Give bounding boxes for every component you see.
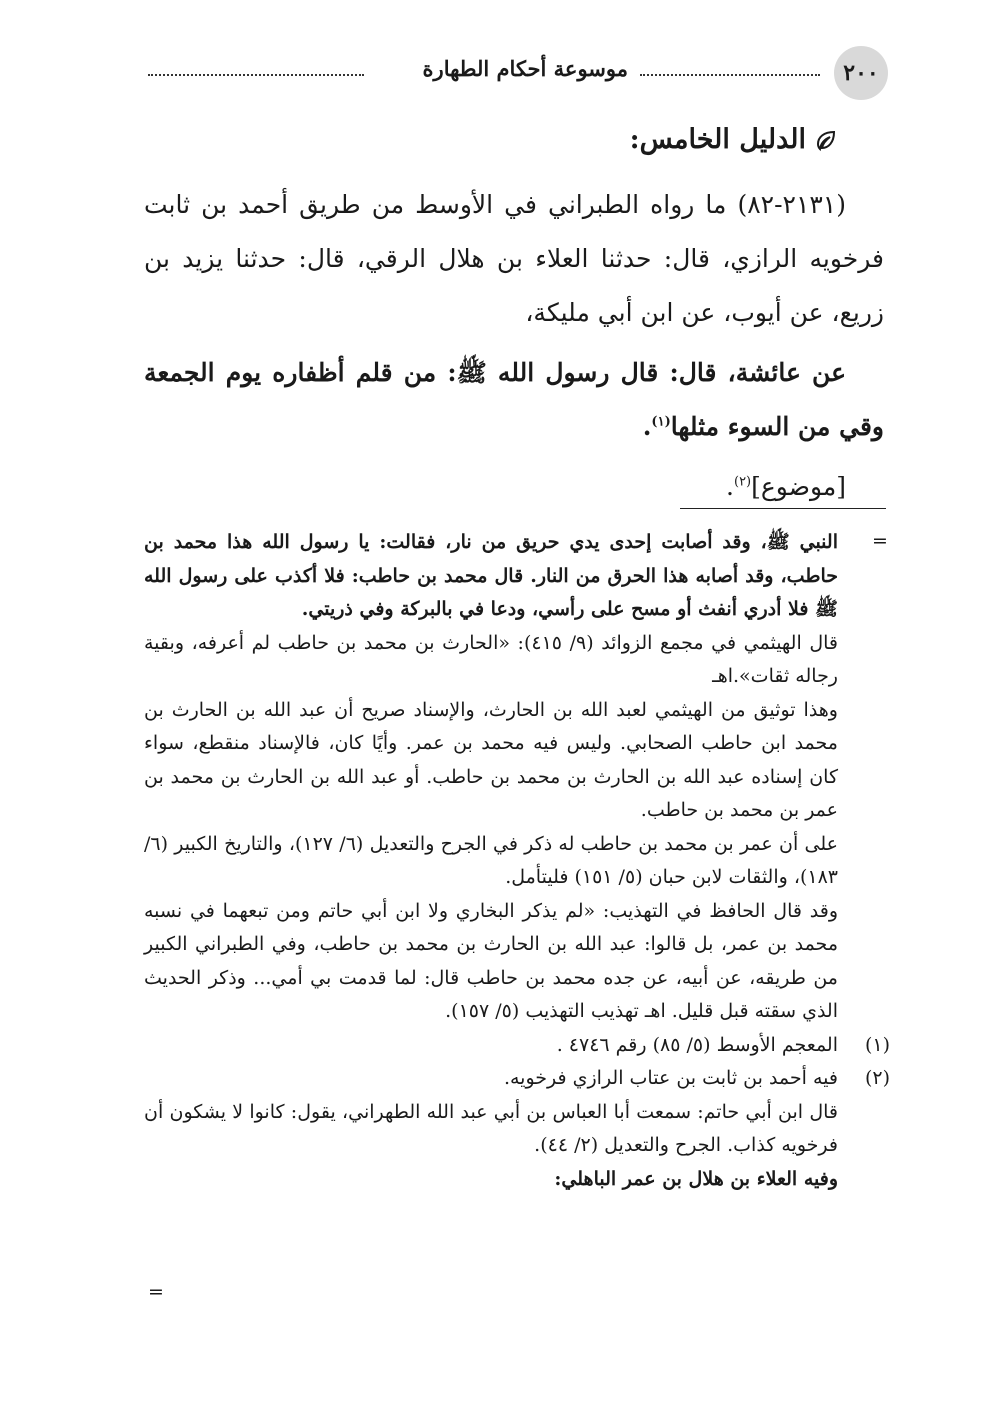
running-header-title: موسوعة أحكام الطهارة xyxy=(422,56,628,81)
footnote-separator-rule xyxy=(680,508,886,509)
section-heading-text: الدليل الخامس: xyxy=(629,124,806,155)
hadith-matn-end: . xyxy=(642,412,652,441)
verdict-end: . xyxy=(726,472,734,501)
continuation-mark-top: = xyxy=(872,530,888,552)
verdict-paragraph xyxy=(144,460,884,514)
footnote-2-text: فيه أحمد بن ثابت بن عتاب الرازي فرخويه. xyxy=(503,1067,838,1089)
page-number: ٢٠٠ xyxy=(843,60,879,86)
footnote-continuation-bold: النبي ﷺ، وقد أصابت إحدى يدي حريق من نار، فقالت: يا رسول الله هذا محمد بن حاطب، وقد أصابه هذا الحرق من النار. قال محمد بن حاطب: فلا أكذب على رسول الله ﷺ فلا أدري أنفث أو مسح على رأسي، ودعا في بالبركة وفي ذريتي. xyxy=(144,531,838,620)
footnote-umar: على أن عمر بن محمد بن حاطب له ذكر في الجرح والتعديل (٦/ ١٢٧)، والتاريخ الكبير (٦/ ١٨٣)، والثقات لابن حبان (٥/ ١٥١) فليتأمل. xyxy=(144,832,838,888)
footnote-hafiz: وقد قال الحافظ في التهذيب: «لم يذكر البخاري ولا ابن أبي حاتم ومن تبعهما في نسبه محمد بن عمر، بل قالوا: عبد الله بن الحارث بن محمد بن حاطب، وفي الطبراني الكبير من طريقه، عن أبيه، عن جده محمد بن حاطب قال: لما قدمت بي أمي... وذكر الحديث الذي سقته قبل قليل. اهـ تهذيب التهذيب (٥/ ١٥٧). xyxy=(144,899,838,1022)
section-heading xyxy=(630,124,838,155)
hadith-matn-paragraph xyxy=(144,346,884,454)
footnote-tawthiq: وهذا توثيق من الهيثمي لعبد الله بن الحارث، والإسناد صريح أن عبد الله بن الحارث بن محمد ابن حاطب الصحابي. وليس فيه محمد بن عمر. وأيًا كان، فالإسناد منقطع، سواء كان إسناده عبد الله بن الحارث بن محمد بن حاطب. أو عبد الله بن الحارث بن محمد بن عمر بن محمد بن حاطب. xyxy=(144,698,838,821)
footnote-1-number: (١) xyxy=(864,1033,890,1056)
leaf-ornament-icon xyxy=(814,128,838,152)
footnote-1 xyxy=(144,1029,890,1063)
hadith-matn-text: عن عائشة، قال: قال رسول الله ﷺ: من قلم أظفاره يوم الجمعة وقي من السوء مثلها xyxy=(144,358,884,441)
header-dotted-leader-right xyxy=(640,74,820,76)
footnote-ref-1: (١) xyxy=(651,414,671,430)
footnotes-block xyxy=(144,526,890,1196)
footnote-ibn-abi-hatim: قال ابن أبي حاتم: سمعت أبا العباس بن أبي عبد الله الطهراني، يقول: كانوا لا يشكون أن فرخويه كذاب. الجرح والتعديل (٢/ ٤٤). xyxy=(144,1100,838,1156)
footnote-haythami: قال الهيثمي في مجمع الزوائد (٩/ ٤١٥): «الحارث بن محمد بن حاطب لم أعرفه، وبقية رجاله ثقات».اهـ xyxy=(144,631,839,687)
main-text-block xyxy=(144,178,884,514)
footnote-2 xyxy=(144,1062,890,1096)
verdict-text: [موضوع] xyxy=(751,472,846,501)
hadith-isnad-paragraph: (٢١٣١-٨٢) ما رواه الطبراني في الأوسط من طريق أحمد بن ثابت فرخويه الرازي، قال: حدثنا العلاء بن هلال الرقي، قال: حدثنا يزيد بن زريع، عن أيوب، عن ابن أبي مليكة، xyxy=(144,190,884,327)
header-dotted-leader-left xyxy=(148,74,364,76)
continuation-mark-bottom: = xyxy=(148,1281,164,1303)
footnote-1-text: المعجم الأوسط (٥/ ٨٥) رقم ٤٧٤٦ . xyxy=(556,1033,838,1056)
footnote-ref-2: (٢) xyxy=(733,474,752,490)
footnote-2-number: (٢) xyxy=(864,1067,890,1089)
page-number-badge xyxy=(834,46,888,100)
footnote-ala: وفيه العلاء بن هلال بن عمر الباهلي: xyxy=(554,1167,838,1190)
